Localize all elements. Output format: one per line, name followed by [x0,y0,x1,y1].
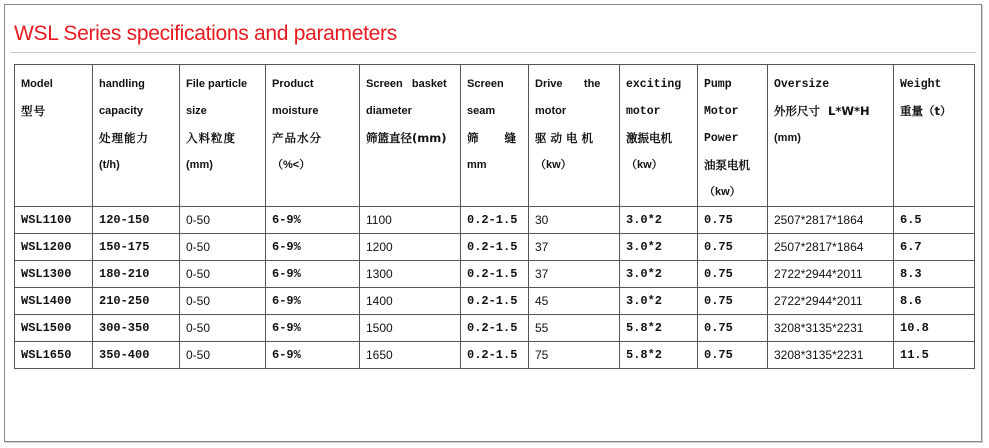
header-line: 激振电机 [626,131,672,145]
cell-oversize: 3208*3135*2231 [768,342,894,369]
cell-oversize: 2722*2944*2011 [768,261,894,288]
header-line: （%<） [272,159,311,171]
cell-diameter: 1300 [360,261,461,288]
spec-table [14,64,975,369]
cell-drive: 37 [529,261,620,288]
cell-pump: 0.75 [698,207,768,234]
header-line: Weight [900,78,942,91]
cell-pump: 0.75 [698,315,768,342]
header-line: capacity [99,105,144,117]
cell-weight: 10.8 [894,315,975,342]
cell-oversize: 2722*2944*2011 [768,288,894,315]
cell-capacity: 120-150 [93,207,180,234]
cell-pump: 0.75 [698,261,768,288]
cell-seam: 0.2-1.5 [461,207,529,234]
cell-exciting: 5.8*2 [620,315,698,342]
cell-particle: 0-50 [180,315,266,342]
cell-capacity: 350-400 [93,342,180,369]
cell-weight: 8.6 [894,288,975,315]
header-line: (mm) [186,159,213,171]
header-line: Product [272,78,314,90]
header-line: 外形尺寸 L*W*H [774,104,870,118]
cell-moisture: 6-9% [266,288,360,315]
header-basket-diameter [360,65,461,207]
header-line: （kw） [626,159,663,171]
table-row [15,315,975,342]
header-capacity [93,65,180,207]
cell-weight: 6.5 [894,207,975,234]
header-line: motor [626,105,661,118]
table-row [15,288,975,315]
cell-seam: 0.2-1.5 [461,234,529,261]
cell-diameter: 1100 [360,207,461,234]
header-exciting-motor [620,65,698,207]
cell-exciting: 5.8*2 [620,342,698,369]
cell-moisture: 6-9% [266,261,360,288]
cell-capacity: 150-175 [93,234,180,261]
cell-exciting: 3.0*2 [620,288,698,315]
cell-exciting: 3.0*2 [620,207,698,234]
header-moisture [266,65,360,207]
cell-drive: 37 [529,234,620,261]
cell-particle: 0-50 [180,207,266,234]
cell-pump: 0.75 [698,234,768,261]
header-line: （kw） [704,186,741,198]
cell-model: WSL1400 [15,288,93,315]
cell-model: WSL1500 [15,315,93,342]
cell-diameter: 1500 [360,315,461,342]
cell-moisture: 6-9% [266,342,360,369]
header-line: Screen [467,78,504,90]
cell-diameter: 1400 [360,288,461,315]
header-line: Drive the [535,78,601,90]
header-line: File particle [186,78,248,90]
header-weight [894,65,975,207]
title-divider [10,52,976,53]
cell-model: WSL1100 [15,207,93,234]
cell-particle: 0-50 [180,288,266,315]
cell-capacity: 300-350 [93,315,180,342]
cell-diameter: 1650 [360,342,461,369]
cell-capacity: 180-210 [93,261,180,288]
header-line: 驱动电机 [535,131,597,145]
header-line: 筛篮直径(mm) [366,131,447,145]
cell-moisture: 6-9% [266,207,360,234]
header-drive-motor [529,65,620,207]
header-oversize [768,65,894,207]
header-model [15,65,93,207]
cell-moisture: 6-9% [266,315,360,342]
document-title: WSL Series specifications and parameters [14,22,397,45]
header-line: motor [535,105,567,117]
header-line: moisture [272,105,319,117]
header-line: Model [21,78,53,90]
cell-particle: 0-50 [180,261,266,288]
cell-weight: 11.5 [894,342,975,369]
cell-exciting: 3.0*2 [620,261,698,288]
header-line: seam [467,105,496,117]
cell-pump: 0.75 [698,288,768,315]
cell-drive: 55 [529,315,620,342]
cell-diameter: 1200 [360,234,461,261]
header-line: Pump [704,78,732,91]
cell-oversize: 2507*2817*1864 [768,207,894,234]
cell-model: WSL1200 [15,234,93,261]
cell-capacity: 210-250 [93,288,180,315]
cell-seam: 0.2-1.5 [461,288,529,315]
header-line: Oversize [774,78,830,91]
header-line: 型号 [21,104,46,118]
table-row [15,207,975,234]
header-line: size [186,105,207,117]
header-line: 油泵电机 [704,158,750,172]
header-line: 处理能力 [99,131,149,145]
header-line: 入料粒度 [186,131,236,145]
header-line: (t/h) [99,159,120,171]
table-row [15,234,975,261]
header-line: exciting [626,78,682,91]
header-pump-motor [698,65,768,207]
header-line: （kw） [535,159,572,171]
header-line: 产品水分 [272,131,322,145]
cell-oversize: 3208*3135*2231 [768,315,894,342]
cell-drive: 45 [529,288,620,315]
cell-weight: 8.3 [894,261,975,288]
header-line: handling [99,78,145,90]
header-line: 重量（t） [900,104,952,118]
header-particle-size [180,65,266,207]
header-row [15,65,975,207]
cell-pump: 0.75 [698,342,768,369]
cell-seam: 0.2-1.5 [461,315,529,342]
cell-oversize: 2507*2817*1864 [768,234,894,261]
header-line: Power [704,132,739,145]
header-line: Screen basket [366,78,447,90]
cell-seam: 0.2-1.5 [461,261,529,288]
header-screen-seam [461,65,529,207]
header-line: mm [467,159,487,171]
table-row [15,261,975,288]
cell-particle: 0-50 [180,342,266,369]
cell-seam: 0.2-1.5 [461,342,529,369]
cell-drive: 30 [529,207,620,234]
header-line: diameter [366,105,412,117]
cell-particle: 0-50 [180,234,266,261]
header-line: Motor [704,105,739,118]
cell-model: WSL1300 [15,261,93,288]
header-line: (mm) [774,132,801,144]
table-row [15,342,975,369]
cell-weight: 6.7 [894,234,975,261]
header-line: 筛 缝 [467,131,518,145]
cell-exciting: 3.0*2 [620,234,698,261]
cell-model: WSL1650 [15,342,93,369]
cell-moisture: 6-9% [266,234,360,261]
cell-drive: 75 [529,342,620,369]
